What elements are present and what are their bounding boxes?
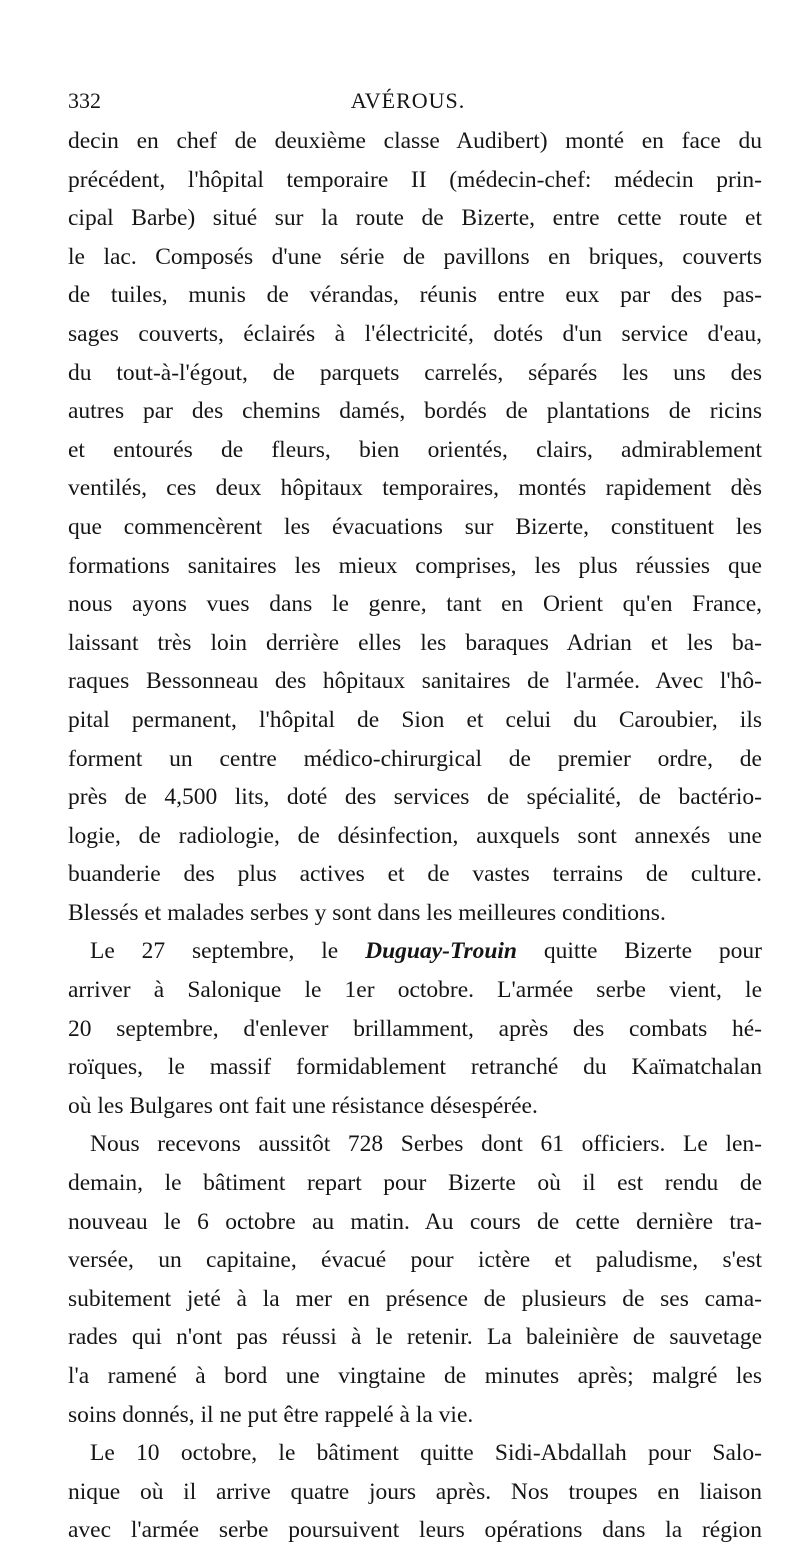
text-line: raques Bessonneau des hôpitaux sanitaires de l'armée. Avec l'hô- xyxy=(68,668,762,695)
ship-name: Duguay-Trouin xyxy=(365,938,518,965)
text-line: nous ayons vues dans le genre, tant en Orient qu'en France, xyxy=(68,591,762,618)
text-line: forment un centre médico-chirurgical de premier ordre, de xyxy=(68,745,762,772)
paragraph-line: Le 10 octobre, le bâtiment quitte Sidi-Abdallah pour Salo- xyxy=(90,1440,762,1467)
text-line: laissant très loin derrière elles les baraques Adrian et les ba- xyxy=(68,629,762,656)
text-line: que commencèrent les évacuations sur Bizerte, constituent les xyxy=(68,513,762,540)
text-line: Blessés et malades serbes y sont dans les meilleures conditions. xyxy=(68,899,666,926)
body-text xyxy=(68,122,762,1550)
text-line: de tuiles, munis de vérandas, réunis entre eux par des pas- xyxy=(68,282,762,309)
text-line: l'a ramené à bord une vingtaine de minutes après; malgré les xyxy=(68,1363,762,1389)
text-line: près de 4,500 lits, doté des services de spécialité, de bactério- xyxy=(68,784,762,811)
text-line: où les Bulgares ont fait une résistance désespérée. xyxy=(68,1092,538,1119)
text-line: 20 septembre, d'enlever brillamment, après des combats hé- xyxy=(68,1015,762,1042)
page-number: 332 xyxy=(68,88,101,113)
paragraph-line xyxy=(68,932,762,971)
text-line: buanderie des plus actives et de vastes terrains de culture. xyxy=(68,861,762,888)
text-line: du tout-à-l'égout, de parquets carrelés, séparés les uns des xyxy=(68,359,762,386)
text-line: et entourés de fleurs, bien orientés, clairs, admirablement xyxy=(68,436,762,463)
text-line: rades qui n'ont pas réussi à le retenir. La baleinière de sauvetage xyxy=(68,1324,762,1351)
text-line: pital permanent, l'hôpital de Sion et celui du Caroubier, ils xyxy=(68,706,762,733)
text-line: formations sanitaires les mieux comprises, les plus réussies que xyxy=(68,552,762,579)
text-segment: Le 27 septembre, le xyxy=(90,938,339,965)
text-line: subitement jeté à la mer en présence de plusieurs de ses cama- xyxy=(68,1285,762,1312)
text-line: précédent, l'hôpital temporaire II (médecin-chef: médecin prin- xyxy=(68,166,762,193)
text-line: le lac. Composés d'une série de pavillons en briques, couverts xyxy=(68,243,762,270)
text-line: avec l'armée serbe poursuivent leurs opérations dans la région xyxy=(68,1517,762,1544)
text-line: arriver à Salonique le 1er octobre. L'armée serbe vient, le xyxy=(68,977,762,1004)
text-segment: quitte Bizerte pour xyxy=(543,938,763,965)
text-line: demain, le bâtiment repart pour Bizerte où il est rendu de xyxy=(68,1170,762,1197)
text-line: autres par des chemins damés, bordés de plantations de ricins xyxy=(68,398,762,425)
text-line: sages couverts, éclairés à l'électricité, dotés d'un service d'eau, xyxy=(68,320,762,347)
text-line: roïques, le massif formidablement retranché du Kaïmatchalan xyxy=(68,1054,762,1081)
text-line: soins donnés, il ne put être rappelé à la vie. xyxy=(68,1401,474,1428)
text-line: decin en chef de deuxième classe Audibert) monté en face du xyxy=(68,128,762,154)
page-header xyxy=(68,88,748,118)
text-line: nique où il arrive quatre jours après. Nos troupes en liaison xyxy=(68,1478,762,1505)
text-line: logie, de radiologie, de désinfection, auxquels sont annexés une xyxy=(68,822,762,849)
text-line: nouveau le 6 octobre au matin. Au cours de cette dernière tra- xyxy=(68,1208,762,1235)
running-title: AVÉROUS. xyxy=(350,88,466,113)
paragraph-line: Nous recevons aussitôt 728 Serbes dont 61 officiers. Le len- xyxy=(90,1131,762,1158)
text-line: versée, un capitaine, évacué pour ictère et paludisme, s'est xyxy=(68,1247,762,1274)
text-line: cipal Barbe) situé sur la route de Bizerte, entre cette route et xyxy=(68,205,762,232)
text-line: ventilés, ces deux hôpitaux temporaires, montés rapidement dès xyxy=(68,475,762,502)
